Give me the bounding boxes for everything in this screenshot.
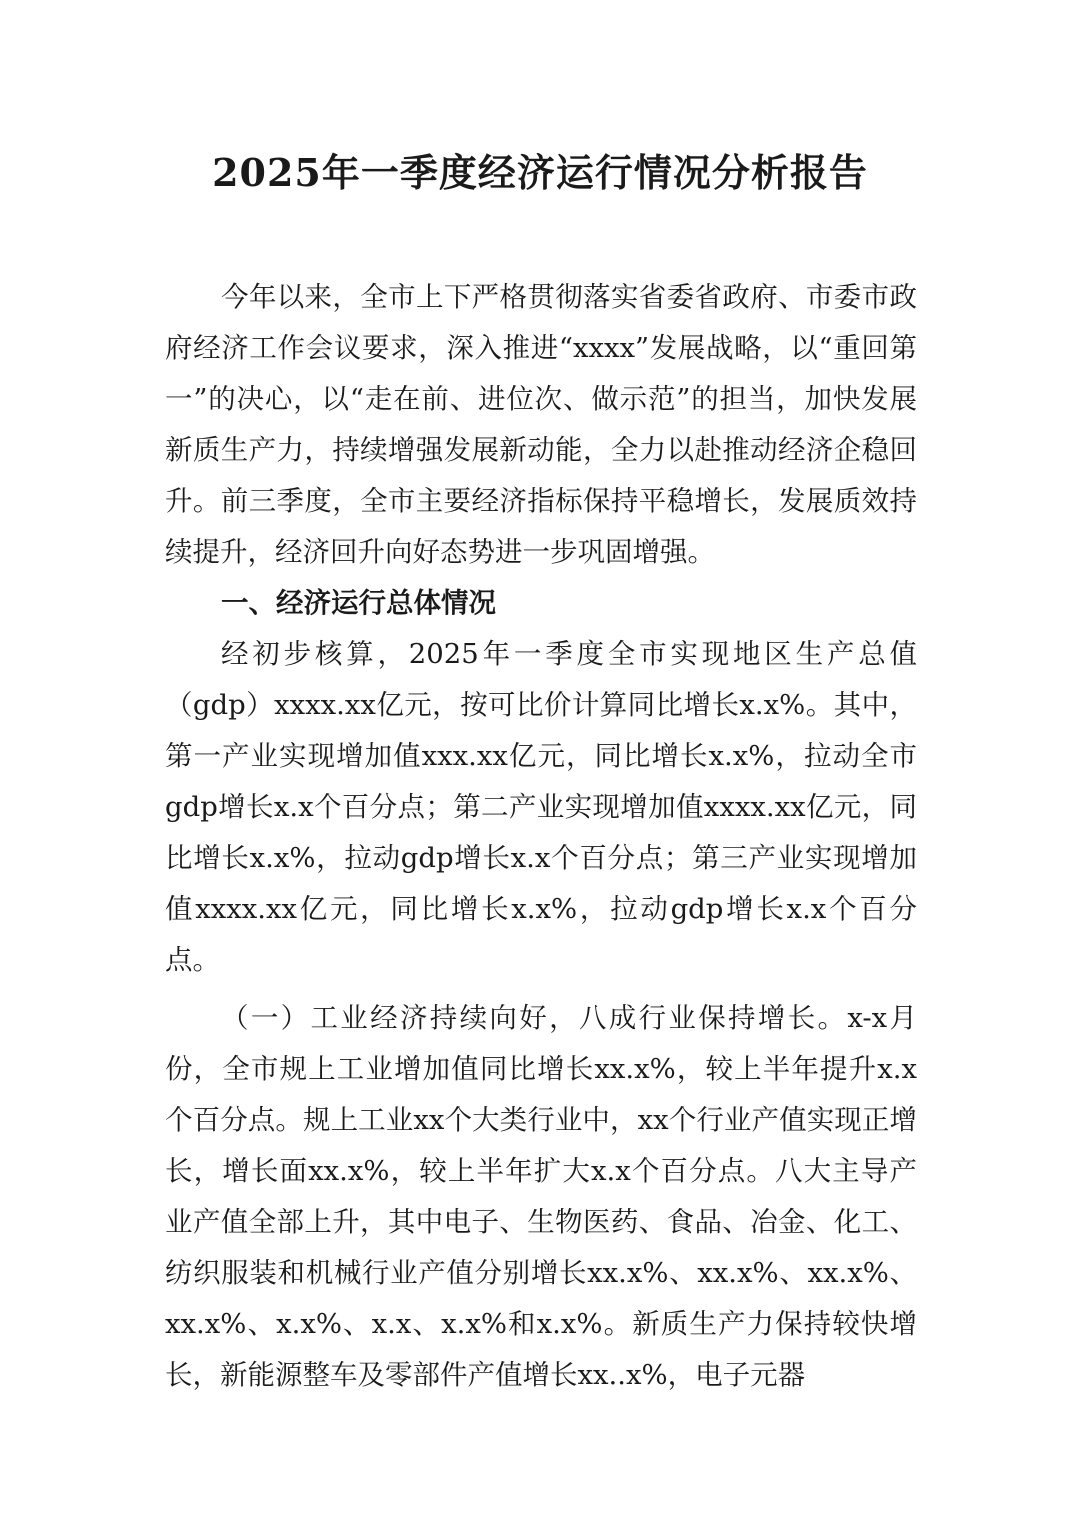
- section-heading-overall: 一、经济运行总体情况: [221, 587, 496, 619]
- industry-paragraph: （一）工业经济持续向好，八成行业保持增长。x-x月份，全市规上工业增加值同比增长xx.x%，较上半年提升x.x个百分点。规上工业xx个大类行业中，xx个行业产值实现正增长，增长面xx.x%，较上半年扩大x.x个百分点。八大主导产业产值全部上升，其中电子、生物医药、食品、冶金、化工、纺织服装和机械行业产值分别增长xx.x%、xx.x%、xx.x%、xx.x%、x.x%、x.x、x.x%和x.x%。新质生产力保持较快增长，新能源整车及零部件产值增长xx..x%，电子元器: [165, 1002, 917, 1391]
- gdp-paragraph: 经初步核算，2025年一季度全市实现地区生产总值（gdp）xxxx.xx亿元，按可比价计算同比增长x.x%。其中，第一产业实现增加值xxx.xx亿元，同比增长x.x%，拉动全市gdp增长x.x个百分点；第二产业实现增加值xxxx.xx亿元，同比增长x.x%，拉动gdp增长x.x个百分点；第三产业实现增加值xxxx.xx亿元，同比增长x.x%，拉动gdp增长x.x个百分点。: [165, 638, 917, 976]
- document-title: 2025年一季度经济运行情况分析报告: [212, 150, 868, 195]
- document-body: [165, 272, 917, 1401]
- intro-paragraph: 今年以来，全市上下严格贯彻落实省委省政府、市委市政府经济工作会议要求，深入推进“xxxx”发展战略，以“重回第一”的决心，以“走在前、进位次、做示范”的担当，加快发展新质生产力，持续增强发展新动能，全力以赴推动经济企稳回升。前三季度，全市主要经济指标保持平稳增长，发展质效持续提升，经济回升向好态势进一步巩固增强。: [165, 281, 917, 568]
